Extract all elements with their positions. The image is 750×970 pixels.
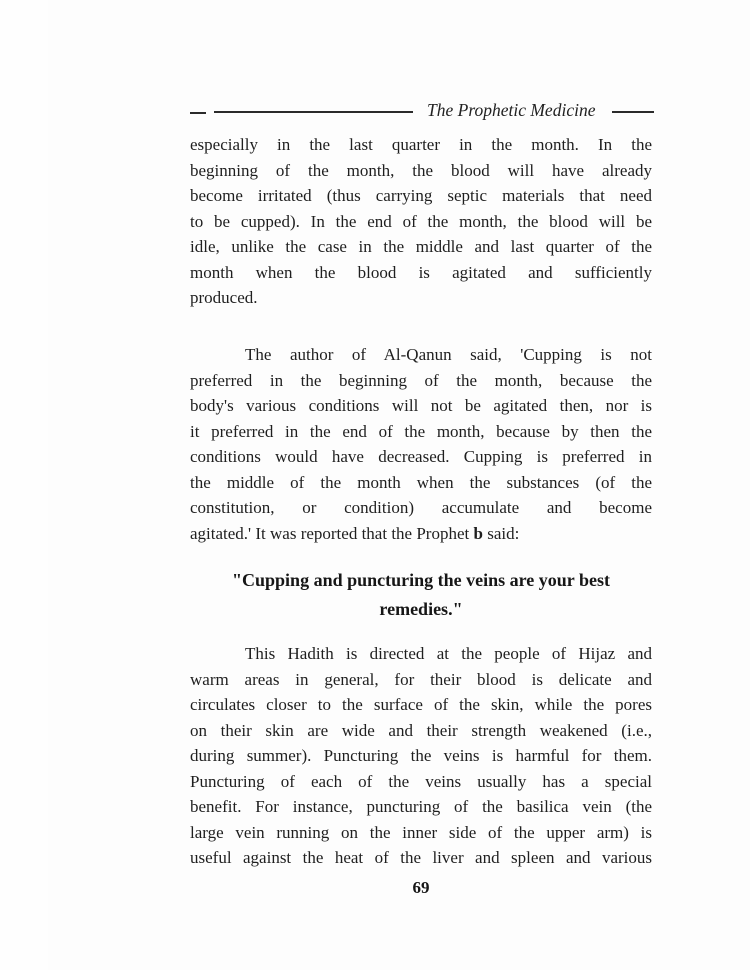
page-number: 69 xyxy=(412,878,430,897)
text-line: to be cupped). In the end of the month, the blood will be xyxy=(190,211,652,231)
text-line: month when the blood is agitated and sufficiently xyxy=(190,262,652,282)
text-line: Puncturing of each of the veins usually has a special xyxy=(190,771,652,791)
text-segment: said: xyxy=(482,523,520,543)
text-line: constitution, or condition) accumulate and become xyxy=(190,498,652,517)
text-line: become irritated (thus carrying septic materials that need xyxy=(190,186,652,205)
text-line: on their skin are wide and their strength weakened (i.e., xyxy=(190,720,652,740)
header-rule-long xyxy=(214,111,413,113)
text-line: the middle of the month when the substances (of the xyxy=(190,472,652,492)
quote-line: remedies." xyxy=(379,598,463,619)
quote-line: "Cupping and puncturing the veins are your best xyxy=(232,570,610,590)
text-line: produced. xyxy=(190,288,258,307)
hadith-quote xyxy=(190,566,652,623)
prophet-symbol: b xyxy=(473,523,483,543)
text-line: beginning of the month, the blood will have already xyxy=(190,160,652,180)
text-line: circulates closer to the surface of the skin, while the pores xyxy=(190,695,652,714)
text-line: especially in the last quarter in the month. In the xyxy=(190,135,652,154)
paragraph-1 xyxy=(190,132,652,311)
paragraph-2 xyxy=(190,342,652,546)
text-line: useful against the heat of the liver and spleen and various xyxy=(190,848,652,867)
text-segment: agitated.' It was reported that the Prophet xyxy=(190,523,474,543)
header-rule-short xyxy=(190,112,206,114)
text-line: body's various conditions will not be agitated then, nor is xyxy=(190,396,652,415)
text-line: idle, unlike the case in the middle and last quarter of the xyxy=(190,237,652,256)
text-line: warm areas in general, for their blood is delicate and xyxy=(190,669,652,689)
text-line: it preferred in the end of the month, because by then the xyxy=(190,421,652,441)
text-line: during summer). Puncturing the veins is harmful for them. xyxy=(190,746,652,765)
text-line: large vein running on the inner side of the upper arm) is xyxy=(190,822,652,842)
header-rule-end xyxy=(612,111,654,113)
paragraph-3 xyxy=(190,641,652,871)
running-title: The Prophetic Medicine xyxy=(427,100,596,120)
text-line: The author of Al-Qanun said, 'Cupping is not xyxy=(245,345,652,364)
text-line xyxy=(190,521,652,547)
text-line: conditions would have decreased. Cupping is preferred in xyxy=(190,447,652,466)
text-line: This Hadith is directed at the people of Hijaz and xyxy=(245,644,652,663)
text-line: benefit. For instance, puncturing of the basilica vein (the xyxy=(190,797,652,816)
text-line: preferred in the beginning of the month, because the xyxy=(190,370,652,390)
page-header xyxy=(190,100,656,124)
